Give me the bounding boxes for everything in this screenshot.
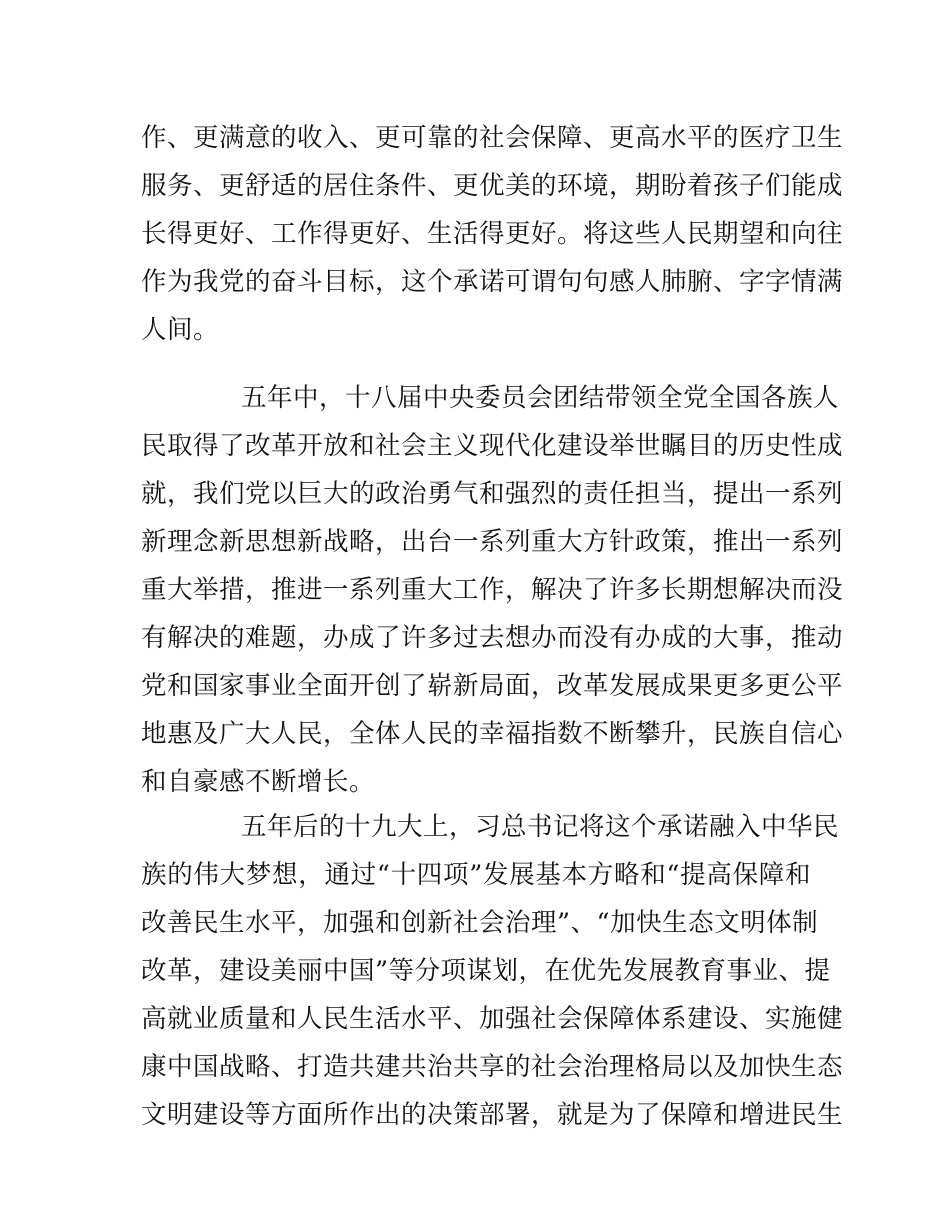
paragraph-line: 党和国家事业全面开创了崭新局面，改革发展成果更多更公平 (141, 671, 844, 701)
paragraph-line: 服务、更舒适的居住条件、更优美的环境，期盼着孩子们能成 (141, 171, 844, 201)
paragraph-line: 改革，建设美丽中国”等分项谋划，在优先发展教育事业、提 (141, 956, 831, 986)
paragraph-line: 民取得了改革开放和社会主义现代化建设举世瞩目的历史性成 (141, 431, 844, 461)
paragraph-line: 就，我们党以巨大的政治勇气和强烈的责任担当，提出一系列 (141, 479, 844, 509)
paragraph-line: 康中国战略、打造共建共治共享的社会治理格局以及加快生态 (141, 1052, 844, 1082)
paragraph-line: 重大举措，推进一系列重大工作，解决了许多长期想解决而没 (141, 575, 844, 605)
paragraph-1 (141, 114, 844, 354)
paragraph-line: 高就业质量和人民生活水平、加强社会保障体系建设、实施健 (141, 1004, 844, 1034)
paragraph-line: 地惠及广大人民，全体人民的幸福指数不断攀升，民族自信心 (141, 719, 844, 749)
paragraph-3 (141, 803, 844, 1139)
paragraph-line: 人间。 (141, 315, 220, 345)
paragraph-line: 改善民生水平，加强和创新社会治理”、“加快生态文明体制 (141, 908, 819, 938)
paragraph-line: 五年后的十九大上，习总书记将这个承诺融入中华民 (241, 812, 840, 842)
paragraph-line: 族的伟大梦想，通过“十四项”发展基本方略和“提高保障和 (141, 860, 811, 890)
paragraph-line: 作、更满意的收入、更可靠的社会保障、更高水平的医疗卫生 (141, 123, 844, 153)
paragraph-line: 和自豪感不断增长。 (141, 767, 376, 797)
paragraph-line: 有解决的难题，办成了许多过去想办而没有办成的大事，推动 (141, 623, 844, 653)
paragraph-2 (141, 374, 844, 806)
paragraph-line: 文明建设等方面所作出的决策部署，就是为了保障和增进民生 (141, 1100, 844, 1130)
paragraph-line: 作为我党的奋斗目标，这个承诺可谓句句感人肺腑、字字情满 (141, 267, 844, 297)
paragraph-line: 长得更好、工作得更好、生活得更好。将这些人民期望和向往 (141, 219, 844, 249)
paragraph-line: 五年中，十八届中央委员会团结带领全党全国各族人 (241, 383, 840, 413)
paragraph-line: 新理念新思想新战略，出台一系列重大方针政策，推出一系列 (141, 527, 844, 557)
